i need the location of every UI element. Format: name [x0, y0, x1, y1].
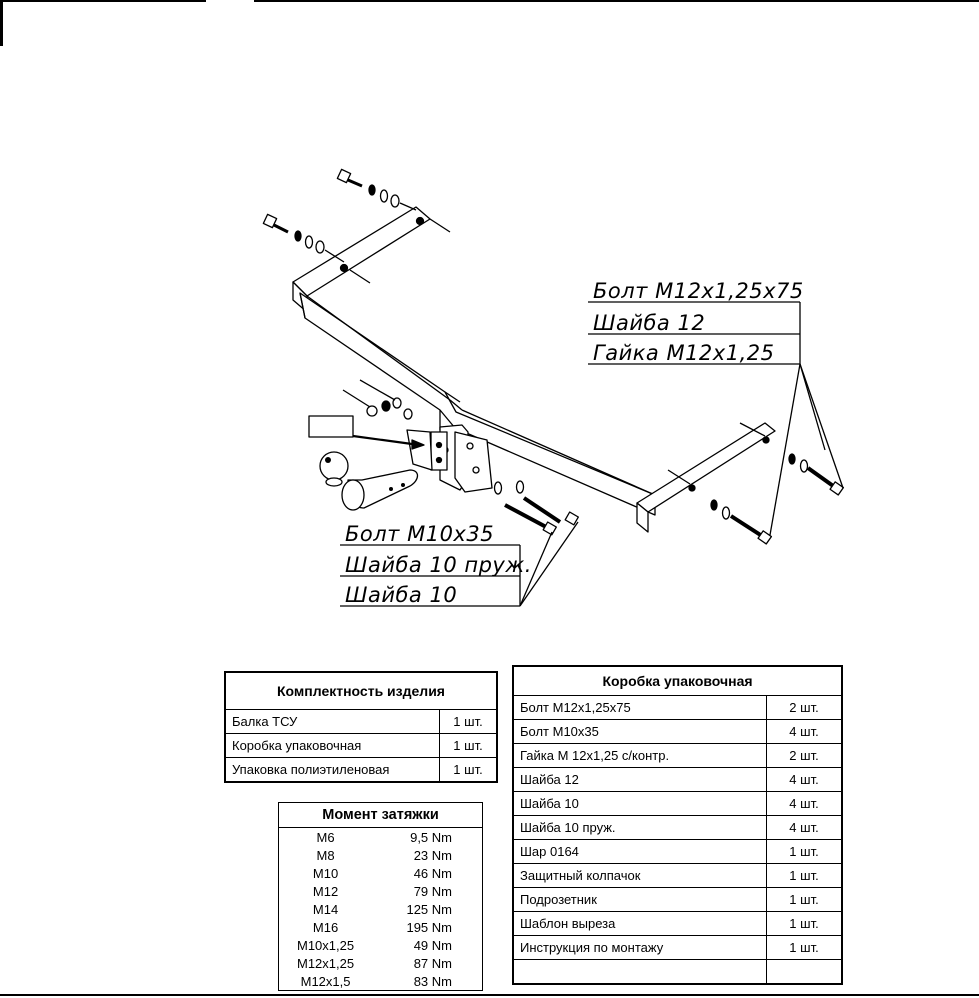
torque-size: М16: [312, 919, 339, 935]
callout-bolt-m12: Болт М12х1,25х75: [593, 279, 804, 303]
torque-size: М12х1,5: [300, 973, 351, 989]
kit-qty: 1 шт.: [440, 734, 497, 758]
box-qty: 4 шт.: [767, 792, 842, 816]
box-qty: 1 шт.: [767, 936, 842, 960]
table-row: [226, 710, 497, 734]
box-item: Болт М12х1,25х75: [514, 696, 767, 720]
table-row: [514, 744, 842, 768]
table-row: [279, 918, 482, 936]
box-qty: 2 шт.: [767, 744, 842, 768]
right-mounting-bracket: [637, 423, 775, 532]
torque-value: 195 Nm: [406, 919, 452, 935]
table-row: [279, 846, 482, 864]
box-item: [514, 960, 767, 984]
box-item: Шайба 10 пруж.: [514, 816, 767, 840]
torque-table: [278, 802, 483, 991]
box-item: Подрозетник: [514, 888, 767, 912]
callout-nut-m12: Гайка М12х1,25: [593, 341, 775, 365]
kit-qty: 1 шт.: [440, 758, 497, 782]
box-qty: 1 шт.: [767, 912, 842, 936]
box-item: Шайба 12: [514, 768, 767, 792]
torque-value: 9,5 Nm: [410, 829, 452, 845]
table-row: [514, 888, 842, 912]
table-row: [514, 936, 842, 960]
torque-size: М10: [312, 865, 339, 881]
torque-value: 46 Nm: [413, 865, 452, 881]
torque-size: М12х1,25: [297, 955, 355, 971]
table-row: [514, 864, 842, 888]
table-row: [514, 960, 842, 984]
callout-washer-12: Шайба 12: [593, 311, 706, 335]
table-row: [226, 758, 497, 782]
box-item: Болт М10х35: [514, 720, 767, 744]
socket-label-box: [309, 416, 424, 449]
callout-washer-10: Шайба 10: [345, 583, 458, 607]
box-qty: 1 шт.: [767, 840, 842, 864]
table-row: [279, 828, 482, 847]
right-bolts: [711, 454, 843, 544]
page-frame-bottom: [0, 994, 979, 996]
table-row: [226, 734, 497, 758]
kit-qty: 1 шт.: [440, 710, 497, 734]
table-row: [279, 954, 482, 972]
callout-bolt-m10: Болт М10х35: [345, 522, 495, 546]
kit-item: Балка ТСУ: [226, 710, 440, 734]
box-qty: 4 шт.: [767, 720, 842, 744]
torque-value: 83 Nm: [413, 973, 452, 989]
box-item: Шайба 10: [514, 792, 767, 816]
table-row: [514, 816, 842, 840]
box-qty: 4 шт.: [767, 768, 842, 792]
torque-table-title: Момент затяжки: [279, 803, 482, 828]
box-table: [512, 665, 843, 985]
torque-size: М8: [316, 847, 335, 863]
box-item: Шаблон выреза: [514, 912, 767, 936]
torque-value: 125 Nm: [406, 901, 452, 917]
top-left-bolts: [263, 169, 416, 262]
table-row: [514, 840, 842, 864]
left-mounting-bracket: [293, 207, 450, 312]
table-row: [514, 912, 842, 936]
table-row: [279, 864, 482, 882]
torque-value: 79 Nm: [413, 883, 452, 899]
torque-value: 23 Nm: [413, 847, 452, 863]
table-row: [279, 900, 482, 918]
box-item: Гайка М 12х1,25 с/контр.: [514, 744, 767, 768]
box-qty: 4 шт.: [767, 816, 842, 840]
kit-item: Коробка упаковочная: [226, 734, 440, 758]
bottom-callout-text: [345, 522, 532, 607]
box-qty: 1 шт.: [767, 888, 842, 912]
torque-value: 49 Nm: [413, 937, 452, 953]
box-item: Защитный колпачок: [514, 864, 767, 888]
top-callout-text: [593, 279, 804, 365]
kit-item: Упаковка полиэтиленовая: [226, 758, 440, 782]
kit-table-title: Комплектность изделия: [226, 673, 497, 710]
box-item: Инструкция по монтажу: [514, 936, 767, 960]
callout-spring-washer-10: Шайба 10 пруж.: [345, 553, 532, 577]
box-table-title: Коробка упаковочная: [514, 667, 842, 696]
torque-size: М14: [312, 901, 339, 917]
box-item: Шар 0164: [514, 840, 767, 864]
torque-size: М10х1,25: [297, 937, 355, 953]
torque-size: М6: [316, 829, 335, 845]
kit-table: [224, 671, 498, 783]
box-qty: 1 шт.: [767, 864, 842, 888]
box-qty: 2 шт.: [767, 696, 842, 720]
table-row: [279, 936, 482, 954]
table-row: [514, 720, 842, 744]
box-qty: [767, 960, 842, 984]
table-row: [279, 972, 482, 990]
table-row: [514, 768, 842, 792]
torque-size: М12: [312, 883, 339, 899]
table-row: [514, 696, 842, 720]
table-row: [514, 792, 842, 816]
table-row: [279, 882, 482, 900]
torque-value: 87 Nm: [413, 955, 452, 971]
